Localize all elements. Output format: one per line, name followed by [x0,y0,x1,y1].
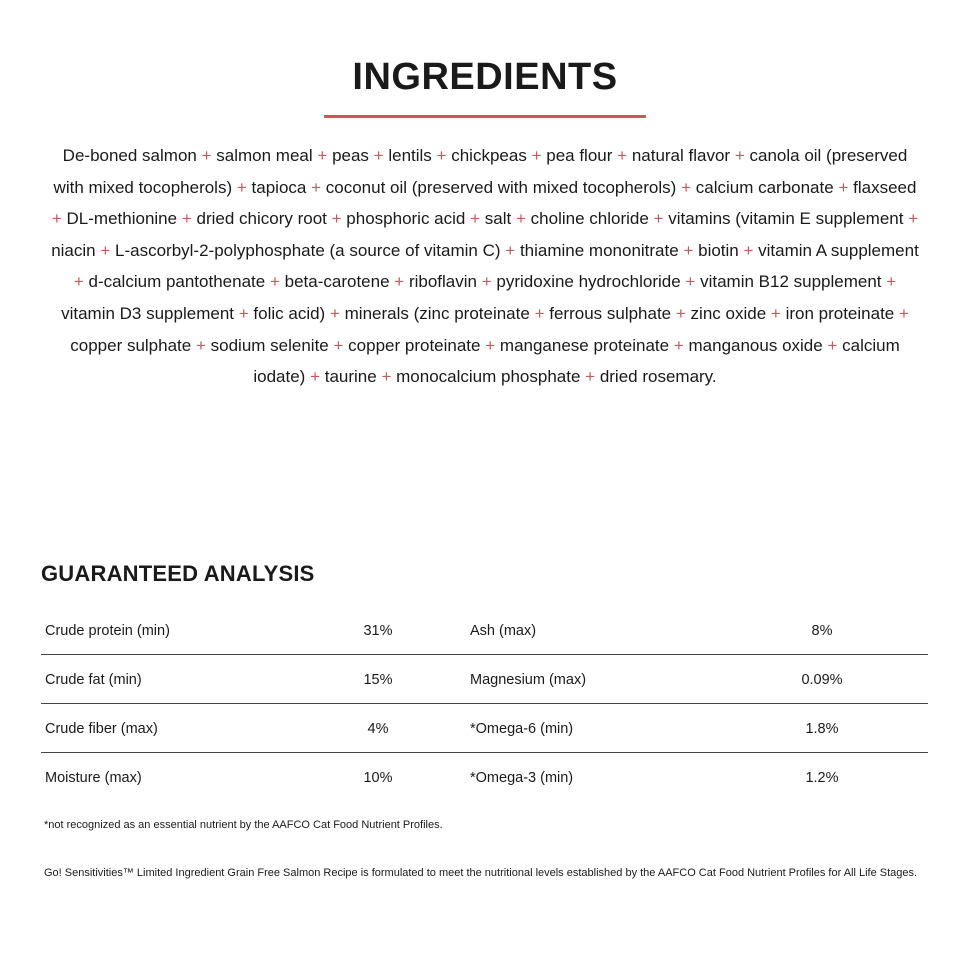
plus-separator: + [838,177,849,197]
nutrient-value: 31% [363,623,393,639]
table-row [41,655,928,704]
plus-separator: + [485,335,496,355]
ingredient-item: copper proteinate [348,335,481,355]
plus-separator: + [653,209,664,229]
plus-separator: + [515,209,526,229]
guaranteed-analysis-heading: GUARANTEED ANALYSIS [41,561,315,586]
nutrient-label: Crude fiber (max) [45,721,158,737]
nutrient-value: 4% [367,721,389,737]
plus-separator: + [195,335,206,355]
ingredient-item: DL-methionine [66,209,178,229]
ingredients-list [48,140,922,393]
plus-separator: + [681,177,691,197]
ingredient-item: De-boned salmon [62,146,197,165]
plus-separator: + [311,177,322,197]
nutrient-label: Crude protein (min) [45,623,170,639]
plus-separator: + [381,367,392,387]
ingredient-item: coconut oil (preserved with mixed tocopherols) [325,177,677,197]
nutrient-label: *Omega-3 (min) [470,770,574,786]
nutrient-value: 10% [363,770,393,786]
ingredient-item: taurine [324,367,377,387]
plus-separator: + [236,177,247,197]
nutrient-label: Magnesium (max) [470,672,587,688]
table-row [41,606,928,655]
ingredient-item: pea flour [546,146,613,165]
ingredient-item: canola oil (preserved with mixed tocopherols) [53,146,908,197]
plus-separator: + [898,303,909,323]
nutrient-value: 0.09% [801,672,843,688]
plus-separator: + [534,303,545,323]
plus-separator: + [675,303,686,323]
plus-separator: + [317,146,328,165]
ingredient-item: monocalcium phosphate [396,367,581,387]
ingredient-item: chickpeas [451,146,527,165]
nutrient-value: 1.2% [805,770,839,786]
ingredient-item: iron proteinate [785,303,895,323]
nutrient-value: 1.8% [805,721,839,737]
plus-separator: + [329,303,340,323]
ingredient-item: tapioca [251,177,307,197]
guaranteed-analysis-table [41,606,928,801]
ingredient-item: vitamin A supplement [758,240,919,260]
ingredient-item: peas [332,146,369,165]
ingredient-item: d-calcium pantothenate [88,272,266,292]
plus-separator: + [617,146,628,165]
ingredient-item: flaxseed [853,177,917,197]
nutrient-label: *Omega-6 (min) [470,721,574,737]
ingredient-item: biotin [698,240,739,260]
ingredient-item: ferrous sulphate [549,303,672,323]
plus-separator: + [181,209,192,229]
ingredient-item: L-ascorbyl-2-polyphosphate (a source of vitamin C) [115,240,501,260]
ingredient-item: dried chicory root [196,209,327,229]
ingredient-item: manganous oxide [688,335,823,355]
plus-separator: + [531,146,542,165]
plus-separator: + [908,209,919,229]
ingredient-item: riboflavin [408,272,477,292]
ingredient-item: lentils [388,146,432,165]
plus-separator: + [685,272,696,292]
plus-separator: + [743,240,754,260]
ingredient-item: folic acid) [253,303,326,323]
ingredient-item: vitamins (vitamin E supplement [668,209,904,229]
ingredient-item: minerals (zinc proteinate [344,303,530,323]
table-row [41,704,928,753]
plus-separator: + [201,146,212,165]
plus-separator: + [394,272,405,292]
plus-separator: + [886,272,897,292]
plus-separator: + [505,240,516,260]
plus-separator: + [481,272,492,292]
plus-separator: + [673,335,684,355]
plus-separator: + [470,209,481,229]
ingredient-item: vitamin B12 supplement [700,272,882,292]
ingredient-item: niacin [51,240,96,260]
nutrient-value: 8% [811,623,833,639]
ingredient-item: zinc oxide [690,303,767,323]
plus-separator: + [436,146,447,165]
plus-separator: + [238,303,249,323]
ingredient-item: beta-carotene [284,272,390,292]
ingredient-item: salmon meal [216,146,313,165]
ingredient-item: pyridoxine hydrochloride [496,272,681,292]
ingredient-item: vitamin D3 supplement [61,303,234,323]
nutrient-label: Crude fat (min) [45,672,142,688]
nutrient-label: Ash (max) [470,623,537,639]
ingredient-item: choline chloride [530,209,649,229]
plus-separator: + [100,240,111,260]
plus-separator: + [310,367,320,387]
plus-separator: + [770,303,781,323]
plus-separator: + [73,272,84,292]
table-row [41,753,928,801]
ingredient-item: sodium selenite [210,335,329,355]
ingredient-item: phosphoric acid [346,209,466,229]
ingredient-item: salt [484,209,512,229]
ingredient-item: natural flavor [631,146,731,165]
ingredient-item: dried rosemary. [599,367,717,387]
plus-separator: + [683,240,694,260]
ingredient-item: calcium iodate) [253,335,900,387]
title-underline [324,115,646,118]
plus-separator: + [373,146,384,165]
plus-separator: + [269,272,280,292]
ingredient-item: manganese proteinate [499,335,670,355]
plus-separator: + [51,209,62,229]
footnote: *not recognized as an essential nutrient by the AAFCO Cat Food Nutrient Profiles. [44,819,443,831]
ingredient-item: thiamine mononitrate [519,240,679,260]
ingredient-item: calcium carbonate [695,177,834,197]
ingredient-item: copper sulphate [70,335,192,355]
plus-separator: + [331,209,342,229]
plus-separator: + [827,335,838,355]
plus-separator: + [585,367,596,387]
nutrient-label: Moisture (max) [45,770,142,786]
plus-separator: + [734,146,745,165]
aafco-statement: Go! Sensitivities™ Limited Ingredient Grain Free Salmon Recipe is formulated to meet the nutritional levels established by the AAFCO Cat Food Nutrient Profiles for All Life Stages. [44,867,918,879]
nutrient-value: 15% [363,672,393,688]
page-title: INGREDIENTS [352,56,618,98]
plus-separator: + [333,335,344,355]
